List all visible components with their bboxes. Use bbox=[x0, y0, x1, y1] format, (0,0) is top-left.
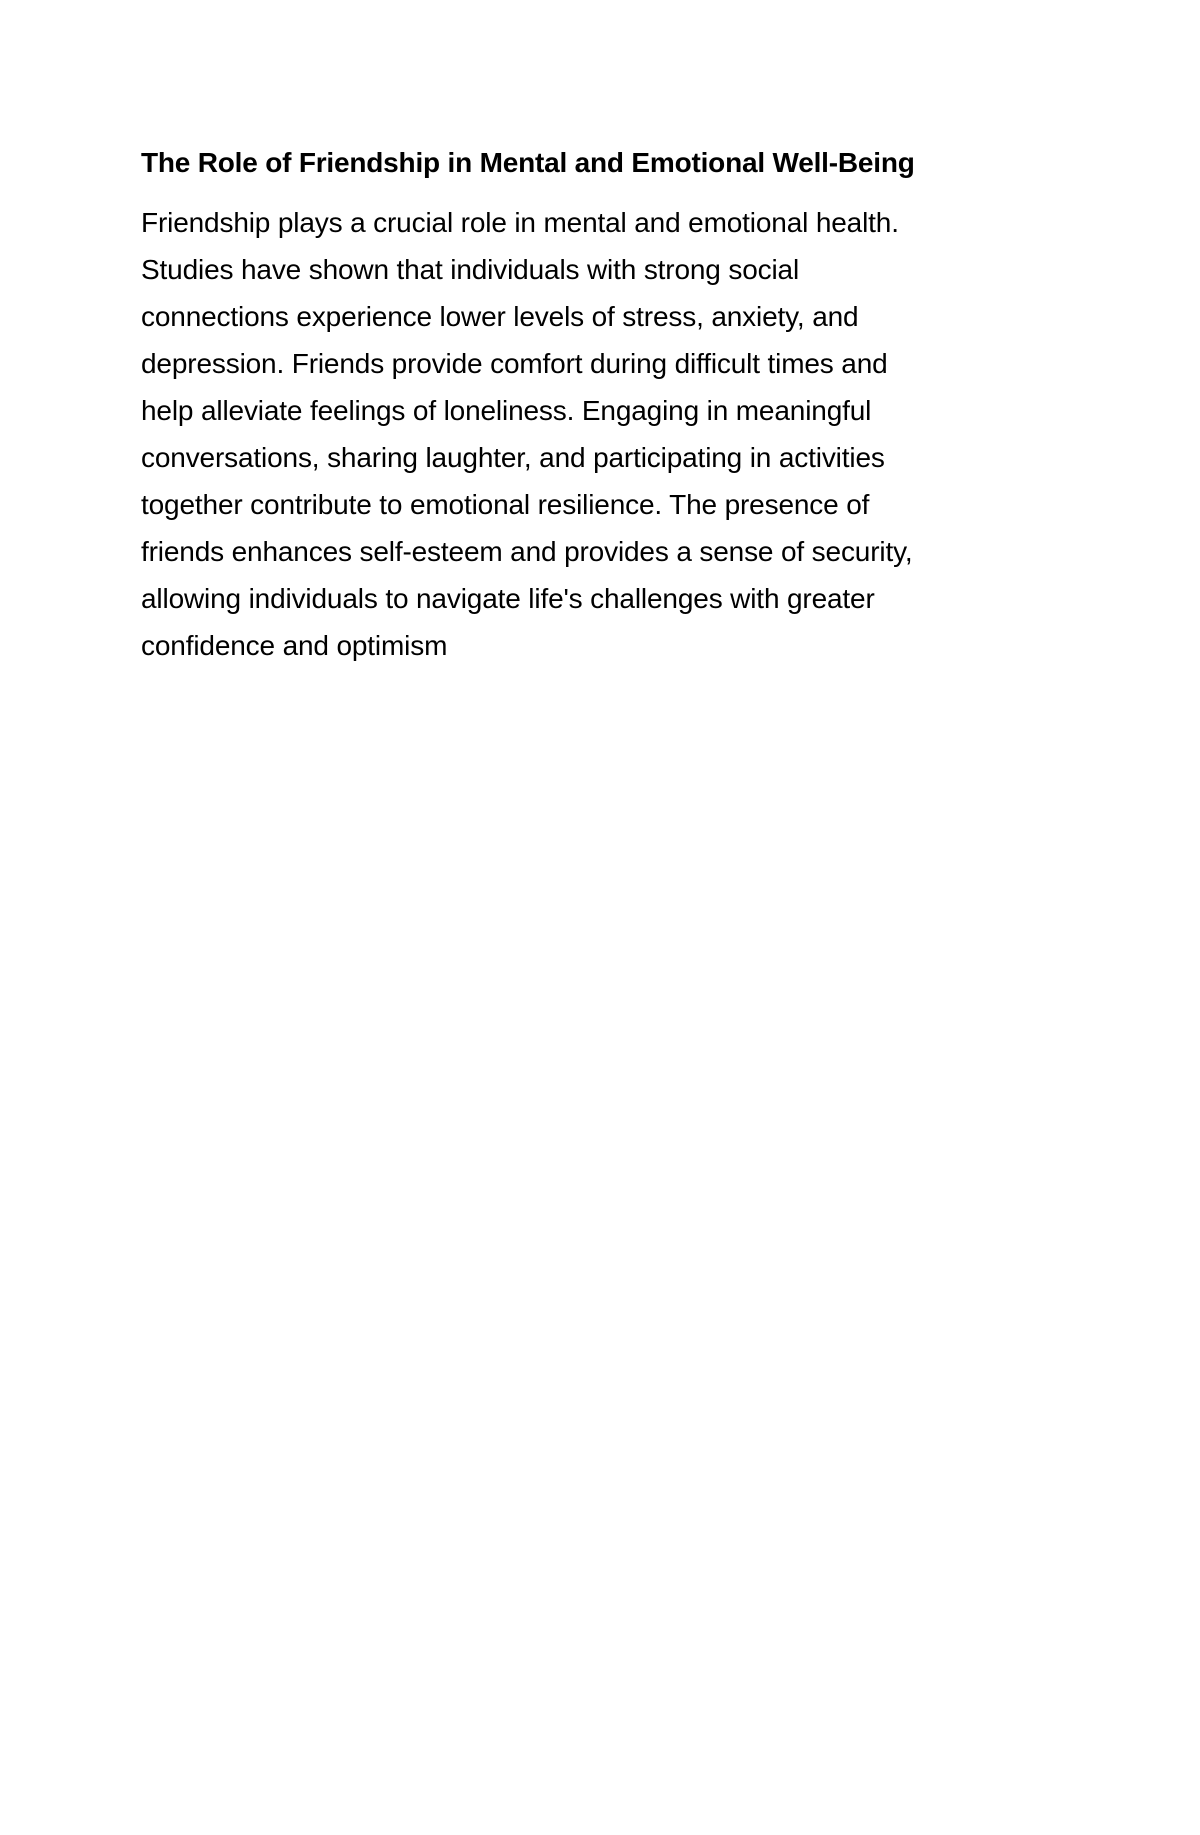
paragraph-line: allowing individuals to navigate life's challenges with greater bbox=[141, 583, 875, 614]
document-title: The Role of Friendship in Mental and Emotional Well-Being bbox=[141, 147, 915, 178]
paragraph-line: help alleviate feelings of loneliness. Engaging in meaningful bbox=[141, 395, 872, 426]
paragraph-line: friends enhances self-esteem and provides a sense of security, bbox=[141, 536, 913, 567]
paragraph-line: connections experience lower levels of stress, anxiety, and bbox=[141, 301, 859, 332]
paragraph-line: together contribute to emotional resilience. The presence of bbox=[141, 489, 870, 520]
paragraph-line: conversations, sharing laughter, and participating in activities bbox=[141, 442, 885, 473]
paragraph-line: depression. Friends provide comfort during difficult times and bbox=[141, 348, 888, 379]
paragraph-line: Friendship plays a crucial role in mental and emotional health. bbox=[141, 207, 899, 238]
document-paragraph bbox=[141, 199, 1041, 669]
document-content bbox=[141, 143, 1041, 669]
paragraph-line: Studies have shown that individuals with strong social bbox=[141, 254, 800, 285]
paragraph-line: confidence and optimism bbox=[141, 630, 448, 661]
